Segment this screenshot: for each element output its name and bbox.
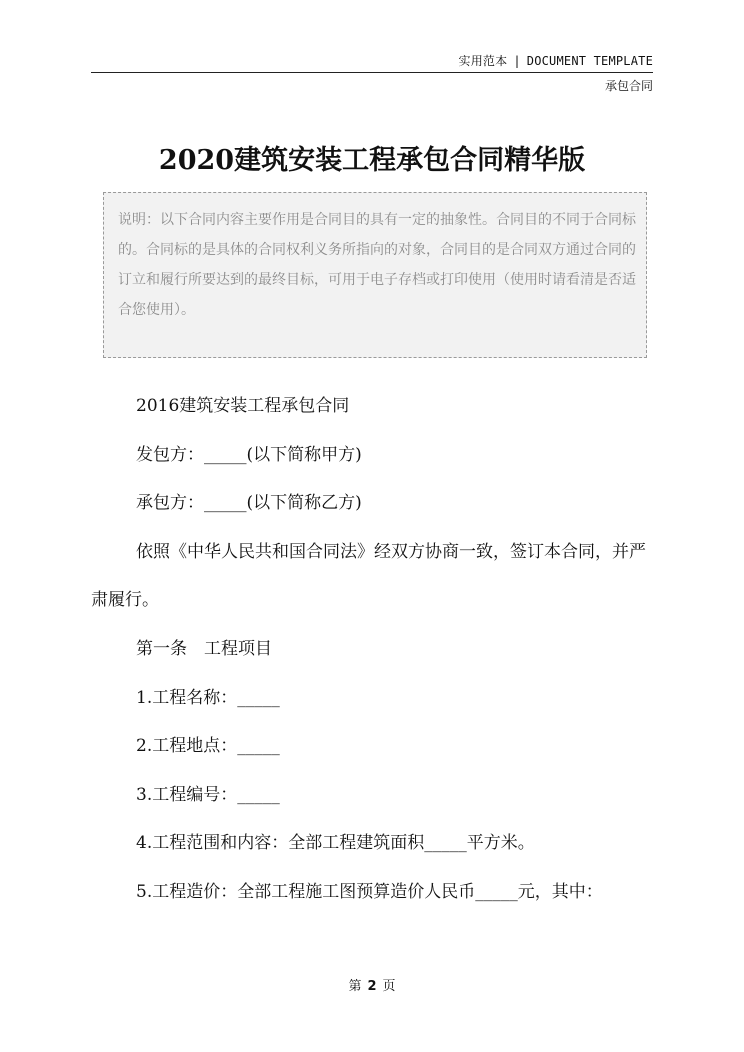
clause-item: 5.工程造价：全部工程施工图预算造价人民币_____元，其中： — [136, 881, 603, 902]
clause-item: 1.工程名称：_____ — [136, 687, 280, 708]
page-title: 2020建筑安装工程承包合同精华版 — [158, 145, 586, 176]
header-left-text: 实用范本 — [458, 54, 508, 68]
contract-body — [91, 382, 657, 917]
page-number-suffix: 页 — [382, 979, 396, 994]
clause-item: 4.工程范围和内容：全部工程建筑面积_____平方米。 — [136, 833, 535, 854]
clause-item: 2.工程地点：_____ — [136, 736, 280, 757]
header-separator: | — [513, 54, 521, 68]
article-heading: 第一条 工程项目 — [136, 638, 272, 659]
party-b-line: 承包方：_____(以下简称乙方) — [136, 493, 362, 514]
page-number — [0, 975, 744, 994]
page-number-value: 2 — [367, 979, 377, 994]
document-header-label — [459, 52, 653, 69]
contract-subtitle: 2016建筑安装工程承包合同 — [136, 396, 350, 416]
party-a-line: 发包方：_____(以下简称甲方) — [136, 444, 362, 465]
description-note-text: 说明：以下合同内容主要作用是合同目的具有一定的抽象性。合同目的不同于合同标的。合同标的是具体的合同权利义务所指向的对象，合同目的是合同双方通过合同的订立和履行所要达到的最终目标，可用于电子存档或打印使用（使用时请看清是否适合您使用）。 — [118, 212, 636, 318]
header-subtitle: 承包合同 — [604, 79, 653, 93]
page-number-prefix: 第 — [348, 979, 362, 994]
preamble-paragraph: 依照《中华人民共和国合同法》经双方协商一致，签订本合同，并严肃履行。 — [91, 541, 646, 611]
header-right-text: DOCUMENT TEMPLATE — [526, 54, 653, 68]
clause-item: 3.工程编号：_____ — [136, 784, 280, 805]
header-divider — [91, 72, 653, 73]
description-note-box — [103, 192, 647, 358]
